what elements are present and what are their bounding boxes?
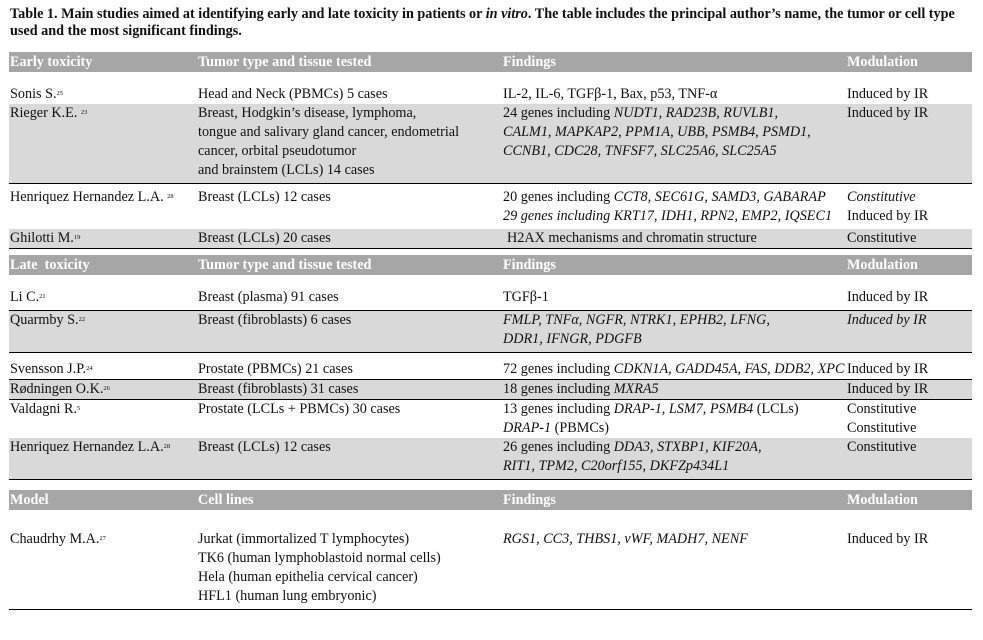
modulation-cell: Induced by IR bbox=[847, 289, 929, 305]
table-row bbox=[9, 353, 972, 380]
author-cell: Henriquez Hernandez L.A. $^{28}$ bbox=[9, 184, 197, 230]
modulation-cell: Induced by IR bbox=[846, 530, 972, 610]
studies-table bbox=[9, 52, 972, 610]
header-cell: Modulation bbox=[846, 490, 972, 510]
modulation-cell: Constitutive Constitutive bbox=[846, 400, 972, 439]
caption-trail: . The table includes the principal author’s name, the tumor or cell type used and the most significant findings. bbox=[10, 6, 955, 39]
tissue-cell: Head and Neck (PBMCs) 5 cases bbox=[198, 86, 388, 102]
table-row bbox=[9, 530, 972, 610]
tissue-cell: Breast (fibroblasts) 31 cases bbox=[197, 380, 502, 400]
findings-cell: 24 genes including NUDT1, RAD23B, RUVLB1, CALM1, MAPKAP2, PPM1A, UBB, PSMB4, PSMD1, CCNB1, CDC28, TNFSF7, SLC25A6, SLC25A5 bbox=[502, 104, 846, 184]
table-row bbox=[9, 104, 972, 184]
findings-cell: TGFβ-1 bbox=[503, 289, 549, 305]
findings-cell: RGS1, CC3, THBS1, vWF, MADH7, NENF bbox=[502, 530, 846, 610]
header-cell: Modulation bbox=[846, 52, 972, 72]
header-cell: Late toxicity bbox=[9, 255, 197, 275]
findings-cell: IL-2, IL-6, TGFβ-1, Bax, p53, TNF-α bbox=[503, 86, 718, 102]
author-cell: Rieger K.E. $^{23}$ bbox=[9, 104, 197, 184]
findings-cell: 13 genes including DRAP-1, LSM7, PSMB4 (LCLs) DRAP-1 (PBMCs) bbox=[502, 400, 846, 439]
tissue-cell: Breast (LCLs) 20 cases bbox=[197, 229, 502, 249]
author-cell: Chaudrhy M.A.$^{27}$ bbox=[9, 530, 197, 610]
author-cell: Li C.$^{21}$ bbox=[10, 289, 46, 305]
author-cell: Svensson J.P.$^{24}$ bbox=[10, 361, 93, 377]
tissue-cell: Breast (plasma) 91 cases bbox=[198, 289, 339, 305]
table-row bbox=[9, 400, 972, 439]
author-cell: Henriquez Hernandez L.A.$^{28}$ bbox=[9, 438, 197, 480]
table-row bbox=[9, 311, 972, 353]
findings-cell: 26 genes including DDA3, STXBP1, KIF20A, RIT1, TPM2, C20orf155, DKFZp434L1 bbox=[502, 438, 846, 480]
findings-cell: FMLP, TNFα, NGFR, NTRK1, EPHB2, LFNG, DDR1, IFNGR, PDGFB bbox=[502, 311, 846, 353]
header-cell: Findings bbox=[502, 490, 846, 510]
author-cell: Valdagni R.$^5$ bbox=[9, 400, 197, 439]
findings-cell: H2AX mechanisms and chromatin structure bbox=[502, 229, 846, 249]
section-header-early bbox=[9, 52, 972, 72]
caption-italic: in vitro bbox=[485, 6, 528, 22]
modulation-cell: Induced by IR bbox=[847, 86, 929, 102]
caption-lead: Table 1. Main studies aimed at identifying early and late toxicity in patients or bbox=[10, 6, 486, 22]
modulation-cell: Constitutive bbox=[846, 438, 972, 480]
header-cell: Modulation bbox=[846, 255, 972, 275]
modulation-cell: Induced by IR bbox=[846, 311, 972, 353]
section-header-late bbox=[9, 255, 972, 275]
header-cell: Findings bbox=[502, 52, 846, 72]
tissue-cell: Prostate (PBMCs) 21 cases bbox=[198, 361, 353, 377]
modulation-cell: Constitutive Induced by IR bbox=[846, 184, 972, 230]
modulation-cell: Induced by IR bbox=[846, 380, 972, 400]
tissue-cell: Breast, Hodgkin’s disease, lymphoma, tongue and salivary gland cancer, endometrial cancer, orbital pseudotumor and brainstem (LCLs) 14 cases bbox=[197, 104, 502, 184]
tissue-cell: Breast (LCLs) 12 cases bbox=[197, 184, 502, 230]
table-row bbox=[9, 78, 972, 104]
table-row bbox=[9, 184, 972, 230]
header-cell: Cell lines bbox=[197, 490, 502, 510]
modulation-cell: Constitutive bbox=[846, 229, 972, 249]
tissue-cell: Breast (LCLs) 12 cases bbox=[197, 438, 502, 480]
modulation-cell: Induced by IR bbox=[847, 361, 929, 377]
findings-cell: 72 genes including CDKN1A, GADD45A, FAS, DDB2, XPC bbox=[503, 361, 845, 377]
header-cell: Findings bbox=[502, 255, 846, 275]
header-cell: Model bbox=[9, 490, 197, 510]
table-row bbox=[9, 281, 972, 311]
modulation-cell: Induced by IR bbox=[846, 104, 972, 184]
tissue-cell: Prostate (LCLs + PBMCs) 30 cases bbox=[197, 400, 502, 439]
author-cell: Ghilotti M.$^{19}$ bbox=[9, 229, 197, 249]
table-caption bbox=[10, 6, 975, 40]
findings-cell: 20 genes including CCT8, SEC61G, SAMD3, GABARAP 29 genes including KRT17, IDH1, RPN2, EMP2, IQSEC1 bbox=[502, 184, 846, 230]
table-row bbox=[9, 380, 972, 400]
table-row bbox=[9, 229, 972, 249]
table-row bbox=[9, 438, 972, 480]
findings-cell: 18 genes including MXRA5 bbox=[502, 380, 846, 400]
author-cell: Sonis S.$^{25}$ bbox=[10, 86, 64, 102]
section-header-model bbox=[9, 490, 972, 510]
header-cell: Tumor type and tissue tested bbox=[197, 52, 502, 72]
tissue-cell: Breast (fibroblasts) 6 cases bbox=[197, 311, 502, 353]
cell-lines-cell: Jurkat (immortalized T lymphocytes) TK6 (human lymphoblastoid normal cells) Hela (human epithelia cervical cancer) HFL1 (human lung embryonic) bbox=[197, 530, 502, 610]
header-cell: Early toxicity bbox=[9, 52, 197, 72]
author-cell: Rødningen O.K.$^{26}$ bbox=[9, 380, 197, 400]
author-cell: Quarmby S.$^{22}$ bbox=[9, 311, 197, 353]
header-cell: Tumor type and tissue tested bbox=[197, 255, 502, 275]
